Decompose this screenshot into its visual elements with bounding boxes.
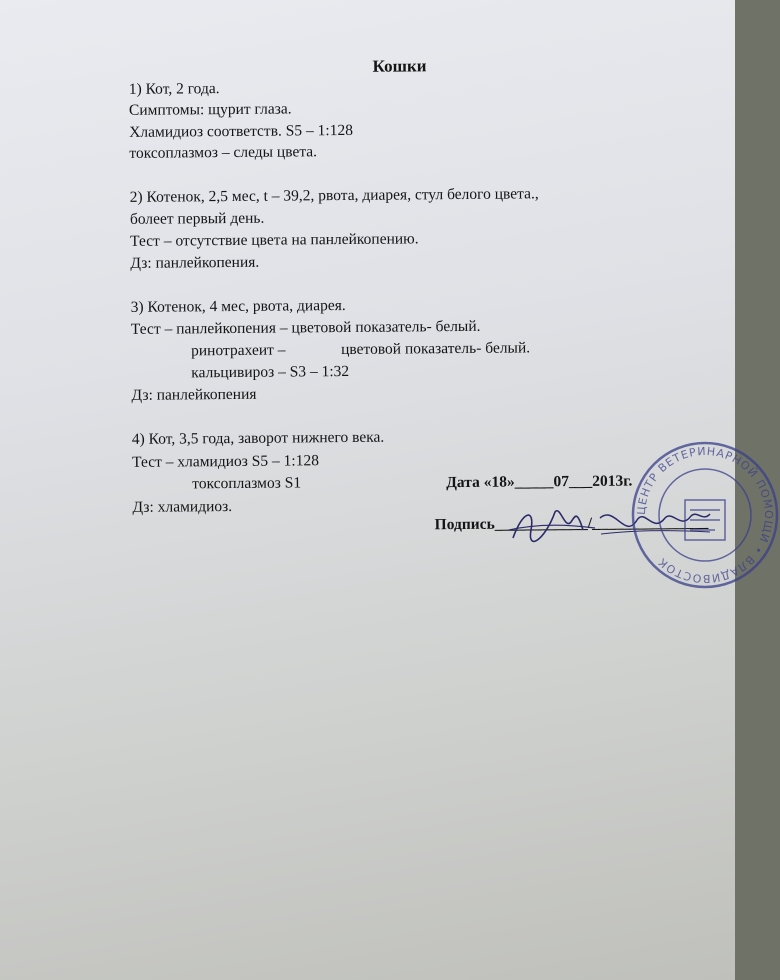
case-3-line-1: 3) Котенок, 4 мес, рвота, диарея. <box>130 296 346 316</box>
case-2-line-2: болеет первый день. <box>129 209 265 228</box>
case-1-line-2: Симптомы: щурит глаза. <box>128 100 292 119</box>
case-4-line-3: токсоплазмоз S1 <box>192 474 302 493</box>
case-3-line-5: Дз: панлейкопения <box>131 385 257 404</box>
stamp-text: ЦЕНТР ВЕТЕРИНАРНОЙ ПОМОЩИ • ВЛАДИВОСТОК <box>634 444 776 586</box>
case-3-line-3: ринотрахеит – <box>190 341 286 360</box>
case-1-line-4: токсоплазмоз – следы цвета. <box>129 143 318 162</box>
case-3-line-3b: цветовой показатель- белый. <box>340 339 531 359</box>
signature-line: Подпись____________/_______________ <box>434 513 709 534</box>
case-3-line-4: кальцивироз – S3 – 1:32 <box>191 362 350 382</box>
case-1-line-3: Хламидиоз соответств. S5 – 1:128 <box>129 121 353 141</box>
case-4-line-1: 4) Кот, 3,5 года, заворот нижнего века. <box>131 428 385 448</box>
case-1-line-1: 1) Кот, 2 года. <box>128 80 220 98</box>
round-stamp <box>630 440 780 590</box>
case-4-line-4: Дз: хламидиоз. <box>132 497 233 516</box>
document-title: Кошки <box>372 56 427 76</box>
svg-text:ЦЕНТР ВЕТЕРИНАРНОЙ ПОМОЩИ • ВЛ <box>635 445 775 585</box>
case-2-line-4: Дз: панлейкопения. <box>130 253 260 272</box>
case-3-line-2: Тест – панлейкопения – цветовой показатель- белый. <box>130 317 481 338</box>
date-line: Дата «18»_____07___2013г. <box>446 472 633 492</box>
case-4-line-2: Тест – хламидиоз S5 – 1:128 <box>131 452 319 471</box>
case-2-line-1: 2) Котенок, 2,5 мес, t – 39,2, рвота, диарея, стул белого цвета., <box>129 185 539 206</box>
case-2-line-3: Тест – отсутствие цвета на панлейкопению. <box>130 230 419 250</box>
